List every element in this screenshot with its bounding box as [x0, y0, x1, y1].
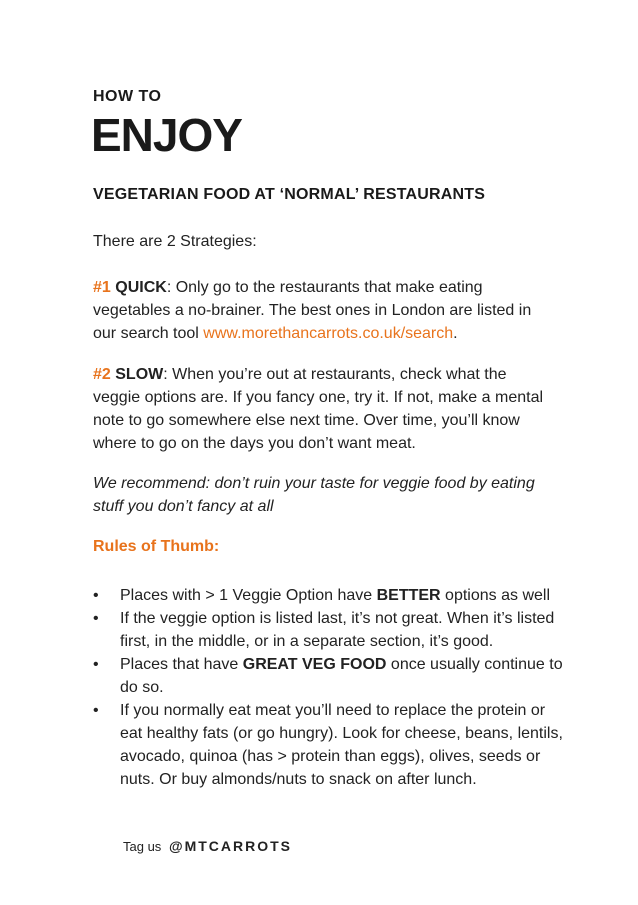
- list-item: [93, 653, 563, 699]
- page-subtitle: VEGETARIAN FOOD AT ‘NORMAL’ RESTAURANTS: [93, 186, 486, 203]
- bullet-icon: •: [93, 587, 99, 604]
- footer: [123, 838, 292, 854]
- list-item: [93, 607, 563, 653]
- intro-text: There are 2 Strategies:: [93, 233, 257, 250]
- rule-emphasis: BETTER: [376, 587, 441, 604]
- rule-text-end: options as well: [440, 587, 550, 604]
- bullet-icon: •: [93, 656, 99, 673]
- strategy-slow: [93, 363, 553, 455]
- rules-heading: Rules of Thumb:: [93, 538, 220, 555]
- page-title: ENJOY: [91, 109, 242, 161]
- strategy-number: #1: [93, 279, 111, 296]
- rule-text: If the veggie option is listed last, it’s not great. When it’s listed first, in the middle, or in a separate section, it’s good.: [120, 610, 555, 650]
- list-item: [93, 699, 563, 791]
- rules-list: [93, 584, 563, 791]
- strategy-end: .: [453, 325, 458, 342]
- strategy-name: QUICK: [115, 279, 167, 296]
- recommendation-note: We recommend: don’t ruin your taste for veggie food by eating stuff you don’t fancy at all: [93, 475, 535, 515]
- rule-text-end: once usually continue to do so.: [120, 656, 563, 696]
- strategy-quick: [93, 276, 553, 345]
- footer-label: Tag us: [123, 839, 162, 854]
- strategy-number: #2: [93, 366, 111, 383]
- strategy-text: : When you’re out at restaurants, check what the veggie options are. If you fancy one, try it. If not, make a mental note to go somewhere else next time. Over time, you’ll know where to go on the days you don’t want meat.: [93, 366, 544, 452]
- list-item: [93, 584, 563, 607]
- overline-heading: HOW TO: [93, 88, 162, 105]
- bullet-icon: •: [93, 702, 99, 719]
- search-link[interactable]: www.morethancarrots.co.uk/search: [203, 325, 454, 342]
- rule-text: Places that have: [120, 656, 243, 673]
- bullet-icon: •: [93, 610, 99, 627]
- social-handle[interactable]: @MTCARROTS: [168, 838, 293, 854]
- rule-emphasis: GREAT VEG FOOD: [242, 656, 387, 673]
- rule-text: If you normally eat meat you’ll need to replace the protein or eat healthy fats (or go hungry). Look for cheese, beans, lentils, avocado, quinoa (has > protein than eggs), olives, seeds or nuts. Or buy almonds/nuts to snack on after lunch.: [120, 702, 563, 788]
- strategy-text: : Only go to the restaurants that make eating vegetables a no-brainer. The best ones in London are listed in our search tool: [93, 279, 532, 342]
- strategy-name: SLOW: [115, 366, 164, 383]
- rule-text: Places with > 1 Veggie Option have: [120, 587, 377, 604]
